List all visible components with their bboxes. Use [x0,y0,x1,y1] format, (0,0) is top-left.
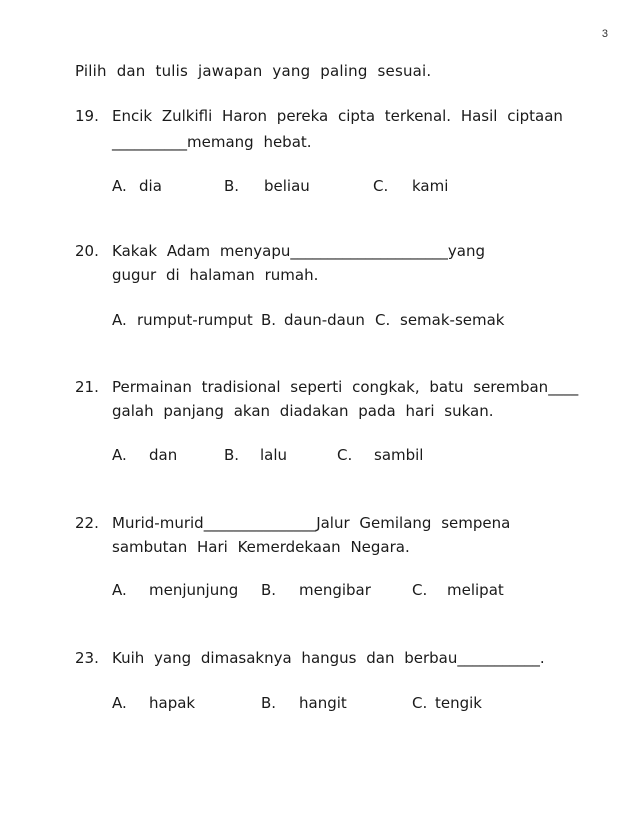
option-letter: C. [375,311,391,329]
option-letter: C. [412,694,428,712]
page-number: 3 [601,28,608,40]
question-number: 23. [75,649,99,667]
question-line: Encik Zulkifli Haron pereka cipta terkenal. Hasil ciptaan [112,107,563,125]
option-letter: C. [373,177,389,195]
question-line: galah panjang akan diadakan pada hari sukan. [112,402,494,420]
question-line: __________memang hebat. [112,133,312,151]
question-number: 20. [75,242,99,260]
option-text: daun-daun [284,311,365,329]
question-line: gugur di halaman rumah. [112,266,319,284]
question-number: 19. [75,107,99,125]
option-letter: A. [112,446,127,464]
option-letter: B. [261,311,277,329]
option-text: dan [149,446,178,464]
option-text: semak-semak [400,311,505,329]
option-text: sambil [374,446,424,464]
option-text: beliau [264,177,310,195]
question-line: Permainan tradisional seperti congkak, batu seremban____ [112,378,579,396]
option-letter: B. [224,446,240,464]
option-text: lalu [260,446,288,464]
option-text: melipat [447,581,504,599]
option-letter: A. [112,177,127,195]
question-line: Murid-murid_______________Jalur Gemilang sempena [112,514,511,532]
option-text: dia [139,177,162,195]
option-text: hangit [299,694,347,712]
option-letter: B. [261,694,277,712]
option-text: kami [412,177,449,195]
option-letter: B. [261,581,277,599]
option-text: menjunjung [149,581,239,599]
option-letter: A. [112,694,127,712]
option-text: mengibar [299,581,371,599]
option-text: tengik [435,694,482,712]
option-text: rumput-rumput [137,311,253,329]
option-text: hapak [149,694,196,712]
option-letter: B. [224,177,240,195]
question-line: Kakak Adam menyapu_____________________yang [112,242,485,260]
option-letter: A. [112,311,127,329]
option-letter: A. [112,581,127,599]
question-number: 22. [75,514,99,532]
option-letter: C. [412,581,428,599]
instruction-text: Pilih dan tulis jawapan yang paling sesuai. [75,62,432,80]
question-line: Kuih yang dimasaknya hangus dan berbau___________. [112,649,545,667]
option-letter: C. [337,446,353,464]
question-number: 21. [75,378,99,396]
question-line: sambutan Hari Kemerdekaan Negara. [112,538,410,556]
